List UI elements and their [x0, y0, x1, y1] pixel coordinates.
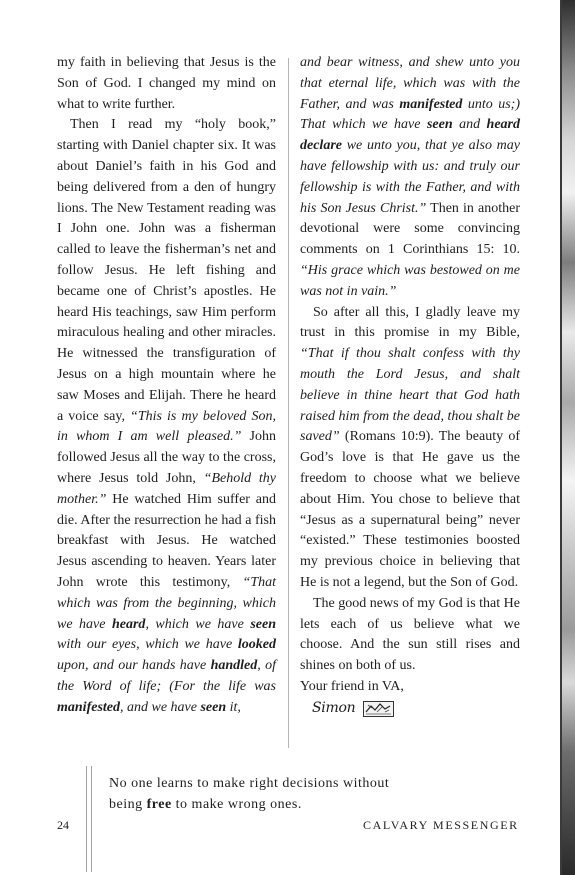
text-run: John followed Jesus all the way to the cross, where Jesus told John,	[57, 429, 276, 486]
text-run: seen	[426, 117, 453, 133]
paragraph	[300, 303, 520, 594]
text-run: and bear witness, and shew unto you that eternal life, which was with the Father, and was	[300, 55, 520, 112]
text-run: unto us;) That which we have	[300, 96, 520, 133]
text-run: Then in another devotional were some convincing comments on 1 Corinthians 15: 10.	[300, 200, 520, 258]
text-run: (Romans 10:9). The beauty of God’s love is that He gave us the freedom to choose what we believe about Him. You chose to believe that “Jesus as a supernatural being” never “existed.” These testimonies boosted my previous choice in believing that He is not a legend, but the Son of God.	[300, 429, 520, 590]
text-run: seen	[200, 699, 227, 715]
paragraph	[57, 53, 276, 115]
text-run: So after all this, I gladly leave my trust in this promise in my Bible,	[300, 304, 520, 341]
running-title: CALVARY MESSENGER	[363, 818, 519, 832]
pull-quote-line-2: being free to make wrong ones.	[109, 797, 302, 812]
pull-quote-emphasis: free	[146, 797, 172, 812]
text-run: with our eyes, which we have	[57, 637, 238, 653]
text-run: , and we have	[120, 699, 201, 715]
paragraph	[300, 53, 520, 303]
text-run: my faith in believing that Jesus is the Son of God. I changed my mind on what to write further.	[57, 55, 276, 112]
text-run: He watched Him suffer and die. After the resurrection he had a fish breakfast with Jesus. He watched Jesus ascending to heaven. Years later John wrote this testimony,	[57, 491, 276, 590]
signature-row	[312, 698, 520, 720]
paragraph	[57, 115, 276, 718]
page-number: 24	[57, 818, 69, 832]
text-run: heard declare	[300, 117, 520, 154]
text-run: seen	[250, 616, 277, 632]
text-run: manifested	[57, 699, 120, 715]
text-run: it,	[226, 699, 241, 715]
quote-rule-left	[86, 766, 87, 872]
pull-quote	[109, 773, 469, 815]
text-run: “Behold thy mother.”	[57, 470, 276, 507]
text-run: and	[452, 117, 487, 133]
right-column	[300, 53, 520, 720]
text-run: “This is my beloved Son, in whom I am well pleased.”	[57, 408, 276, 445]
text-run: “That if thou shalt confess with thy mouth the Lord Jesus, and shalt believe in thine heart that God hath raised him from the dead, thou shalt be saved”	[300, 346, 520, 445]
text-run: , which we have	[145, 616, 251, 632]
text-run: heard	[111, 616, 146, 632]
signature-name: Simon	[312, 700, 356, 717]
column-divider	[288, 58, 289, 748]
text-run: looked	[237, 637, 276, 653]
pull-quote-line-1: No one learns to make right decisions without	[109, 776, 390, 791]
text-run: manifested	[399, 96, 463, 112]
text-run: “That which was from the beginning, which we have	[57, 574, 276, 632]
text-run: “His grace which was bestowed on me was not in vain.”	[300, 262, 520, 299]
photo-edge-image	[560, 0, 575, 875]
text-run: The good news of my God is that He lets each of us believe what we choose. And the sun still rises and shines on both of us.	[300, 595, 520, 674]
text-run: handled	[210, 658, 258, 674]
signature-stamp-image	[363, 701, 394, 717]
paragraph	[300, 594, 520, 677]
text-run: we unto you, that ye also may have fellowship with us: and truly our fellowship is with the Father, and with his Son Jesus Christ.”	[300, 138, 520, 216]
quote-rule-right	[91, 766, 92, 872]
left-column	[57, 53, 276, 719]
letter-closing: Your friend in VA,	[300, 678, 404, 694]
text-run: Then I read my “holy book,” starting with Daniel chapter six. It was about Daniel’s faith in his God and being delivered from a den of hungry lions. The New Testament reading was I John one. John was a fisherman called to leave the fisherman’s net and follow Jesus. He left fishing and became one of Christ’s apostles. He heard His teachings, saw Him perform miraculous healing and other miracles. He witnessed the transfiguration of Jesus on a high mountain where he saw Moses and Elijah. There he heard a voice say,	[57, 117, 276, 424]
text-run: upon, and our hands have	[57, 658, 211, 674]
text-run: , of the Word of life; (For the life was	[57, 658, 277, 694]
